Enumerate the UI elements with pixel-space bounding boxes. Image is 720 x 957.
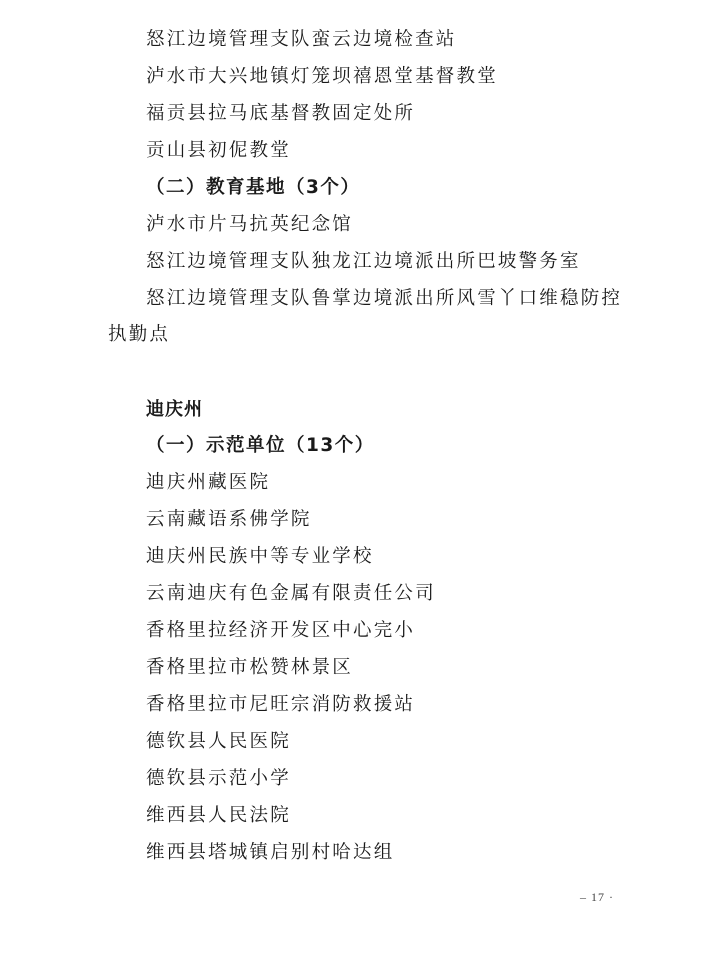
list-item: 德钦县示范小学 bbox=[146, 768, 291, 789]
list-item: 怒江边境管理支队鲁掌边境派出所风雪丫口维稳防控 bbox=[146, 288, 623, 309]
list-item: 怒江边境管理支队独龙江边境派出所巴坡警务室 bbox=[146, 251, 581, 272]
list-item: 迪庆州民族中等专业学校 bbox=[146, 546, 374, 567]
page-number: – 17 · bbox=[580, 890, 614, 904]
list-item: 维西县塔城镇启别村哈达组 bbox=[146, 842, 395, 863]
list-item: 德钦县人民医院 bbox=[146, 731, 291, 752]
list-item: 云南藏语系佛学院 bbox=[146, 509, 312, 530]
list-item: 迪庆州藏医院 bbox=[146, 472, 271, 493]
section-heading: （二）教育基地（3个） bbox=[146, 177, 361, 198]
list-item: 云南迪庆有色金属有限责任公司 bbox=[146, 583, 436, 604]
list-item: 香格里拉市尼旺宗消防救援站 bbox=[146, 694, 416, 715]
list-item-continuation: 执勤点 bbox=[108, 324, 171, 345]
list-item: 香格里拉经济开发区中心完小 bbox=[146, 620, 416, 641]
list-item: 维西县人民法院 bbox=[146, 805, 291, 826]
list-item: 泸水市大兴地镇灯笼坝禧恩堂基督教堂 bbox=[146, 66, 498, 87]
list-item: 福贡县拉马底基督教固定处所 bbox=[146, 103, 416, 124]
list-item: 贡山县初伲教堂 bbox=[146, 140, 291, 161]
list-item: 香格里拉市松赞林景区 bbox=[146, 657, 354, 678]
section-heading: （一）示范单位（13个） bbox=[146, 435, 375, 456]
region-title: 迪庆州 bbox=[146, 399, 203, 420]
list-item: 泸水市片马抗英纪念馆 bbox=[146, 214, 354, 235]
list-item: 怒江边境管理支队蛮云边境检查站 bbox=[146, 29, 457, 50]
